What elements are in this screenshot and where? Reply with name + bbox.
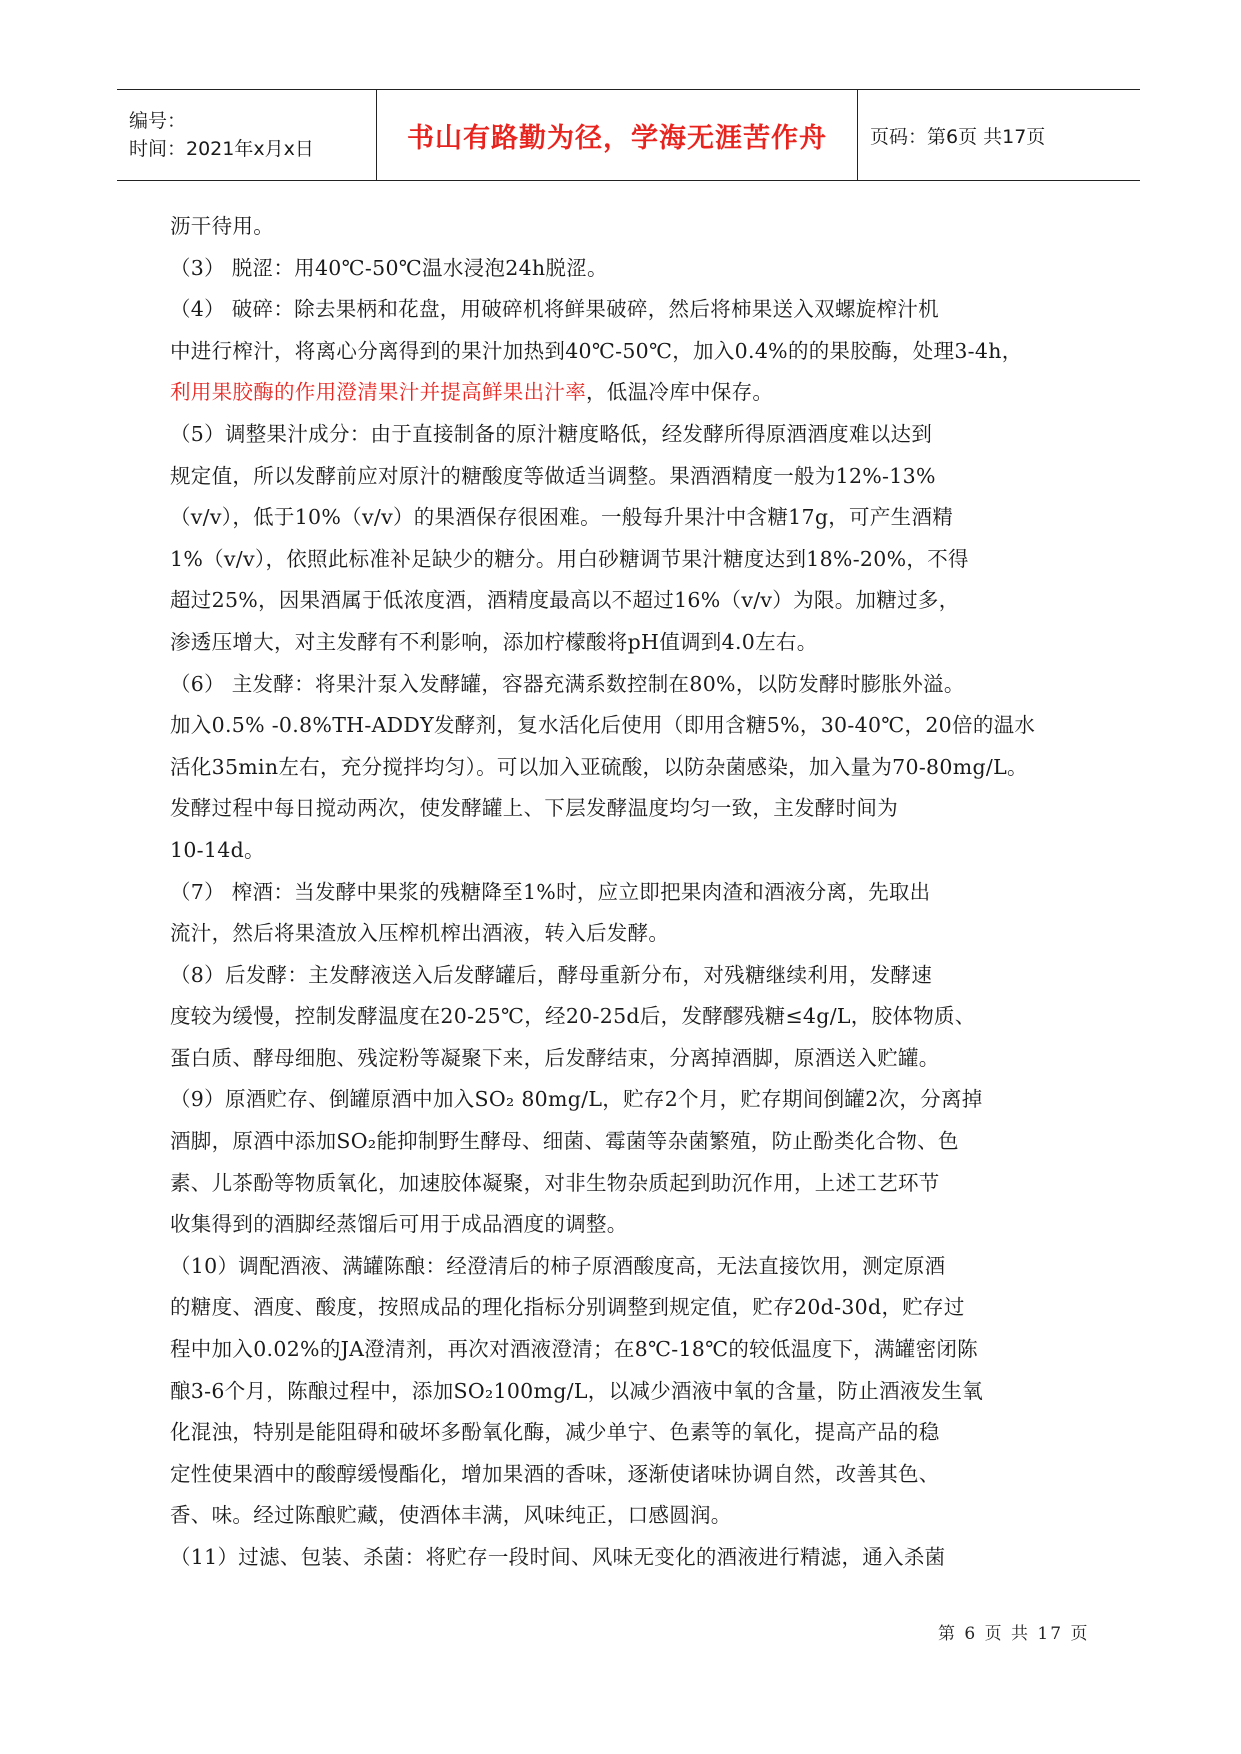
text-line: 素、儿茶酚等物质氧化，加速胶体凝聚，对非生物杂质起到助沉作用，上述工艺环节: [170, 1170, 940, 1195]
text-line: 酿3-6个月，陈酿过程中，添加SO₂100mg/L，以减少酒液中氧的含量，防止酒液发生氧: [170, 1378, 983, 1403]
text-line: 化混浊，特别是能阻碍和破坏多酚氧化酶，减少单宁、色素等的氧化，提高产品的稳: [170, 1420, 940, 1445]
text-line: 收集得到的酒脚经蒸馏后可用于成品酒度的调整。: [170, 1212, 628, 1237]
header-motto-cell: [376, 90, 858, 180]
text-line: 流汁，然后将果渣放入压榨机榨出酒液，转入后发酵。: [170, 921, 670, 946]
text-line: 蛋白质、酵母细胞、残淀粉等凝聚下来，后发酵结束，分离掉酒脚，原酒送入贮罐。: [170, 1045, 940, 1070]
text-line: （v/v），低于10%（v/v）的果酒保存很困难。一般每升果汁中含糖17g，可产生酒精: [170, 505, 954, 530]
text-line: 中进行榨汁，将离心分离得到的果汁加热到40℃-50℃，加入0.4%的的果胶酶，处理3-4h，: [170, 338, 1023, 363]
text-line: 的糖度、酒度、酸度，按照成品的理化指标分别调整到规定值，贮存20d-30d，贮存过: [170, 1295, 965, 1320]
text-line: （7） 榨酒：当发酵中果浆的残糖降至1%时，应立即把果肉渣和酒液分离，先取出: [170, 879, 931, 904]
page-footer: 第 6 页 共 17 页: [938, 1624, 1090, 1644]
text-line: 加入0.5% -0.8%TH-ADDY发酵剂，复水活化后使用（即用含糖5%，30-40℃，20倍的温水: [170, 713, 1036, 738]
highlighted-text: 利用果胶酶的作用澄清果汁并提高鲜果出汁率: [170, 380, 586, 405]
text-line-highlighted: [170, 372, 1090, 414]
text-line: 规定值，所以发酵前应对原汁的糖酸度等做适当调整。果酒酒精度一般为12%-13%: [170, 463, 936, 488]
text-fragment: ，低温冷库中保存。: [586, 380, 774, 405]
text-line: （8）后发酵：主发酵液送入后发酵罐后，酵母重新分布，对残糖继续利用，发酵速: [170, 962, 933, 987]
document-body: [170, 206, 1090, 1579]
text-line: 沥干待用。: [170, 214, 274, 238]
document-time: 时间：2021年x月x日: [129, 138, 314, 160]
text-line: 香、味。经过陈酿贮藏，使酒体丰满，风味纯正，口感圆润。: [170, 1503, 732, 1528]
text-line: （3） 脱涩：用40℃-50℃温水浸泡24h脱涩。: [170, 255, 608, 280]
header-meta: [117, 90, 376, 180]
text-line: 1%（v/v），依照此标准补足缺少的糖分。用白砂糖调节果汁糖度达到18%-20%，不得: [170, 546, 969, 571]
text-line: 10-14d。: [170, 837, 265, 862]
text-line: 度较为缓慢，控制发酵温度在20-25℃，经20-25d后，发酵醪残糖≤4g/L，胶体物质、: [170, 1004, 976, 1029]
text-line: （5）调整果汁成分：由于直接制备的原汁糖度略低，经发酵所得原酒酒度难以达到: [170, 421, 933, 446]
header-motto: 书山有路勤为径，学海无涯苦作舟: [407, 122, 827, 154]
text-line: （10）调配酒液、满罐陈酿：经澄清后的柿子原酒酸度高，无法直接饮用，测定原酒: [170, 1253, 946, 1278]
text-line: （11）过滤、包装、杀菌：将贮存一段时间、风味无变化的酒液进行精滤，通入杀菌: [170, 1545, 946, 1569]
text-line: 发酵过程中每日搅动两次，使发酵罐上、下层发酵温度均匀一致，主发酵时间为: [170, 796, 898, 821]
text-line: 酒脚，原酒中添加SO₂能抑制野生酵母、细菌、霉菌等杂菌繁殖，防止酚类化合物、色: [170, 1129, 959, 1154]
text-line: （4） 破碎：除去果柄和花盘，用破碎机将鲜果破碎，然后将柿果送入双螺旋榨汁机: [170, 297, 939, 322]
text-line: 活化35min左右，充分搅拌均匀）。可以加入亚硫酸，以防杂菌感染，加入量为70-80mg/L。: [170, 754, 1028, 779]
document-number-label: 编号：: [129, 110, 187, 132]
text-line: （9）原酒贮存、倒罐原酒中加入SO₂ 80mg/L，贮存2个月，贮存期间倒罐2次，分离掉: [170, 1087, 983, 1112]
text-line: 程中加入0.02%的JA澄清剂，再次对酒液澄清；在8℃-18℃的较低温度下，满罐密闭陈: [170, 1337, 978, 1362]
header-page-cell: [858, 90, 1140, 180]
text-line: 渗透压增大，对主发酵有不利影响，添加柠檬酸将pH值调到4.0左右。: [170, 629, 818, 654]
header-page-number: 页码：第6页 共17页: [870, 125, 1046, 148]
page-header: [117, 89, 1140, 181]
text-line: （6） 主发酵：将果汁泵入发酵罐，容器充满系数控制在80%，以防发酵时膨胀外溢。: [170, 671, 965, 696]
text-line: 定性使果酒中的酸醇缓慢酯化，增加果酒的香味，逐渐使诸味协调自然，改善其色、: [170, 1461, 940, 1486]
text-line: 超过25%，因果酒属于低浓度酒，酒精度最高以不超过16%（v/v）为限。加糖过多，: [170, 588, 960, 613]
